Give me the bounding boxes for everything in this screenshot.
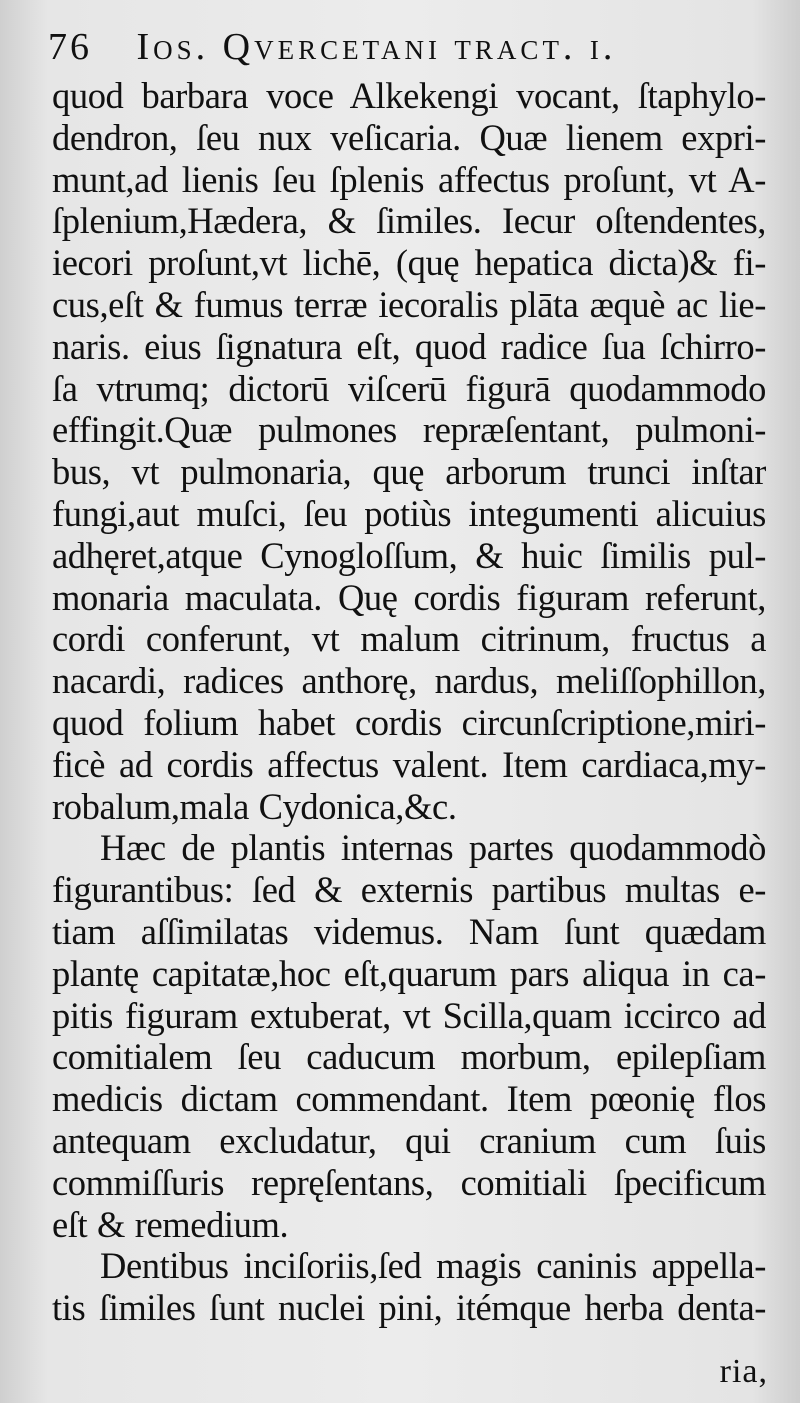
page-header [48, 22, 768, 72]
text-line: antequam excludatur, qui cranium cum ſuis [52, 1119, 766, 1161]
text-line: monaria maculata. Quę cordis figuram referunt, [52, 576, 766, 618]
text-line: tis ſimiles ſunt nuclei pini, itémque herba denta- [52, 1287, 766, 1329]
page-number: 76 [48, 26, 92, 68]
text-line: pitis figuram extuberat, vt Scilla,quam iccirco ad [52, 994, 766, 1036]
text-line: quod folium habet cordis circunſcriptione,miri- [52, 701, 766, 743]
text-line: dendron, ſeu nux veſicaria. Quæ lienem expri- [52, 116, 766, 158]
text-line: Dentibus inciſoriis,ſed magis caninis appella- [100, 1245, 766, 1287]
text-line: naris. eius ſignatura eſt, quod radice ſua ſchirro- [52, 325, 766, 367]
text-line: munt,ad lienis ſeu ſplenis affectus proſunt, vt A- [52, 158, 766, 200]
paragraph-2 [52, 827, 766, 1245]
text-line: adhęret,atque Cynogloſſum, & huic ſimilis pul- [52, 534, 766, 576]
body-text [52, 75, 766, 1329]
text-line: cus,eſt & fumus terræ iecoralis plāta æquè ac lie- [52, 283, 766, 325]
text-line: plantę capitatæ,hoc eſt,quarum pars aliqua in ca- [52, 952, 766, 994]
text-line: ficè ad cordis affectus valent. Item cardiaca,my- [52, 743, 766, 785]
running-head: Ios. Qvercetani tract. i. [136, 26, 617, 68]
text-line: ſplenium,Hædera, & ſimiles. Iecur oſtendentes, [52, 200, 766, 242]
text-line: figurantibus: ſed & externis partibus multas e- [52, 869, 766, 911]
text-line: medicis dictam commendant. Item pœonię flos [52, 1078, 766, 1120]
text-line: comitialem ſeu caducum morbum, epilepſiam [52, 1036, 766, 1078]
text-line: tiam aſſimilatas videmus. Nam ſunt quædam [52, 910, 766, 952]
text-line: cordi conferunt, vt malum citrinum, fructus a [52, 618, 766, 660]
text-line: commiſſuris repręſentans, comitiali ſpecificum [52, 1161, 766, 1203]
paragraph-1 [52, 75, 766, 827]
text-line: ſa vtrumq; dictorū viſcerū figurā quodammodo [52, 367, 766, 409]
text-line: nacardi, radices anthorę, nardus, meliſſophillon, [52, 660, 766, 702]
text-line: quod barbara voce Alkekengi vocant, ſtaphylo- [52, 75, 766, 116]
text-line: Hæc de plantis internas partes quodammodò [100, 827, 766, 869]
text-line: eſt & remedium. [52, 1203, 289, 1245]
catchword: ria, [719, 1353, 768, 1390]
text-line: robalum,mala Cydonica,&c. [52, 785, 457, 827]
paragraph-3 [52, 1245, 766, 1329]
text-line: effingit.Quæ pulmones repræſentant, pulmoni- [52, 409, 766, 451]
text-line: fungi,aut muſci, ſeu potiùs integumenti alicuius [52, 492, 766, 534]
text-line: bus, vt pulmonaria, quę arborum trunci inſtar [52, 451, 766, 493]
text-line: iecori proſunt,vt lichē, (quę hepatica dicta)& fi- [52, 242, 766, 284]
